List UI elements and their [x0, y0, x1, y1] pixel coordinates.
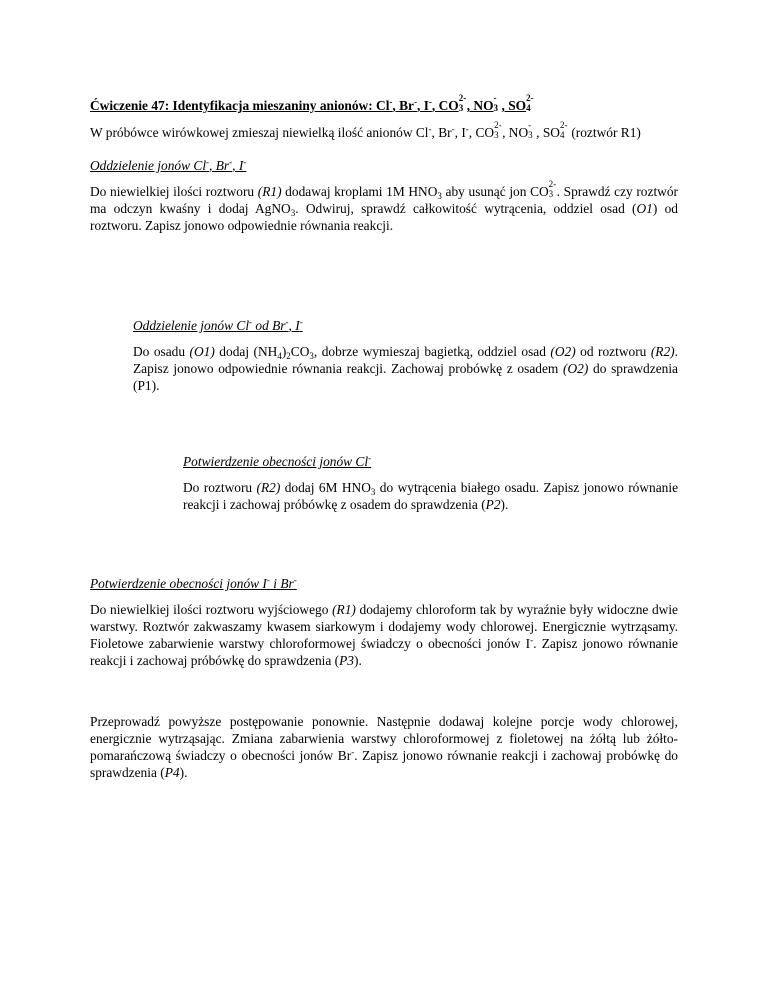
section-cl-separation-paragraph: Do osadu (O1) dodaj $(NH_4)_2CO_3$, dobrze wymieszaj bagietką, oddziel osad (O2) od roztworu (R2). Zapisz jonowo odpowiednie równania reakcji. Zachowaj probówkę z osadem (O2) do sprawdzenia (P1). — [133, 344, 678, 393]
section-cl-confirmation-paragraph: Do roztworu (R2) dodaj 6M $HNO_3$ do wytrącenia białego osadu. Zapisz jonowo równanie reakcji i zachowaj próbówkę z osadem do sprawdzenia (P2). — [183, 480, 679, 512]
section-heading-i-br-confirmation: Potwierdzenie obecności jonów I- i Br- — [90, 575, 297, 591]
section-heading-cl-separation: Oddzielenie jonów Cl- od Br-, I- — [133, 317, 303, 333]
section-separation-paragraph: Do niewielkiej ilości roztworu (R1) dodawaj kroplami 1M $HNO_3$ aby usunąć jon CO 2- 3 . Sprawdź czy roztwór ma odczyn kwaśny i dodaj AgNO$_3$. Odwiruj, sprawdź całkowitość wytrącenia, oddziel osad (O1) od roztworu. Zapisz jonowo odpowiednie równania reakcji. — [90, 179, 678, 233]
exercise-title: Ćwiczenie 47: Identyfikacja mieszaniny anionów: Cl-, Br-, I-, CO 2- 3 , NO - 3 , SO 2- 4 — [90, 93, 534, 113]
section-i-br-confirmation-paragraph: Do niewielkiej ilości roztworu wyjściowego (R1) dodajemy chloroform tak by wyraźnie były widoczne dwie warstwy. Roztwór zakwaszamy kwasem siarkowym i dodajemy wody chlorowej. Energicznie wytrząsamy. Fioletowe zabarwienie warstwy chloroformowej świadczy o obecności jonów I-. Zapisz jonowo równanie reakcji i zachowaj próbówkę do sprawdzenia (P3). — [90, 602, 678, 668]
section-heading-separation: Oddzielenie jonów Cl-, Br-, I- — [90, 157, 247, 173]
section-br-confirmation-paragraph: Przeprowadź powyższe postępowanie ponownie. Następnie dodawaj kolejne porcje wody chlorowej, energicznie wytrząsając. Zmiana zabarwienia warstwy chloroformowej z fioletowej na żółtą lub żółto-pomarańczową świadczy o obecności jonów Br-. Zapisz jonowo równanie reakcji i zachowaj probówkę do sprawdzenia (P4). — [90, 714, 678, 780]
section-heading-cl-confirmation: Potwierdzenie obecności jonów Cl- — [183, 453, 372, 469]
intro-paragraph: W próbówce wirówkowej zmieszaj niewielką ilość anionów Cl-, Br-, I-, CO 2- 3 , NO - 3 , SO 2- 4 (roztwór R1) — [90, 120, 641, 140]
